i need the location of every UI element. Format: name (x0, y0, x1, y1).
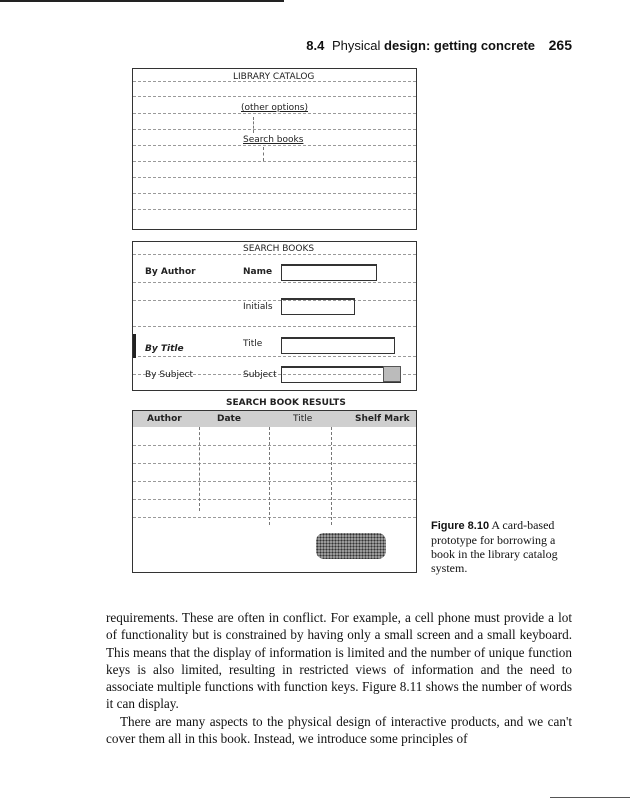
name-input[interactable] (281, 264, 377, 281)
name-label: Name (243, 267, 273, 277)
other-options-link[interactable]: (other options) (241, 103, 309, 113)
section-title-bold: design: getting concrete (384, 38, 536, 53)
body-text (106, 609, 572, 747)
figure-caption (431, 518, 571, 575)
figure-label: Figure 8.10 (431, 520, 490, 532)
col-date: Date (217, 414, 241, 424)
subject-label: Subject (243, 370, 277, 380)
body-paragraph-2: There are many aspects to the physical design of interactive products, and we can't cover them all in this book. Instead, we introduce some principles of (106, 713, 572, 747)
library-catalog-card (132, 68, 417, 230)
section-number: 8.4 (306, 38, 325, 53)
section-title-plain: Physical (332, 38, 381, 53)
col-title: Title (293, 414, 313, 424)
search-books-link[interactable]: Search books (243, 135, 304, 145)
title-input[interactable] (281, 337, 395, 354)
subject-dropdown-icon[interactable] (383, 366, 401, 382)
initials-label: Initials (243, 302, 273, 312)
figure-caption-text: A card-based prototype for borrowing a book in the library catalog system. (431, 518, 558, 575)
top-rule (0, 0, 284, 2)
by-author-label: By Author (145, 267, 196, 277)
title-label: Title (243, 339, 263, 349)
results-title: SEARCH BOOK RESULTS (226, 398, 346, 408)
running-header (306, 37, 572, 53)
section-title (332, 38, 535, 53)
col-shelf-mark: Shelf Mark (355, 414, 410, 424)
left-margin-mark (133, 334, 136, 358)
search-books-card (132, 241, 417, 391)
stippled-button-icon[interactable] (316, 533, 386, 559)
search-results-card (132, 410, 417, 573)
search-title: SEARCH BOOKS (243, 244, 315, 254)
by-title-label: By Title (145, 344, 184, 354)
col-author: Author (147, 414, 182, 424)
body-paragraph-1: requirements. These are often in conflict. For example, a cell phone must provide a lot of functionality but is constrained by having only a small screen and a small keyboard. This means that the display of information is limited and the number of unique function keys is also limited, resulting in restricted views of information and the need to associate multiple functions with function keys. Figure 8.11 shows the number of words it can display. (106, 610, 572, 712)
by-subject-label: By Subject (145, 370, 194, 380)
catalog-title: LIBRARY CATALOG (233, 72, 315, 82)
initials-input[interactable] (281, 298, 355, 315)
page-number: 265 (548, 37, 572, 53)
bottom-rule (550, 797, 630, 798)
